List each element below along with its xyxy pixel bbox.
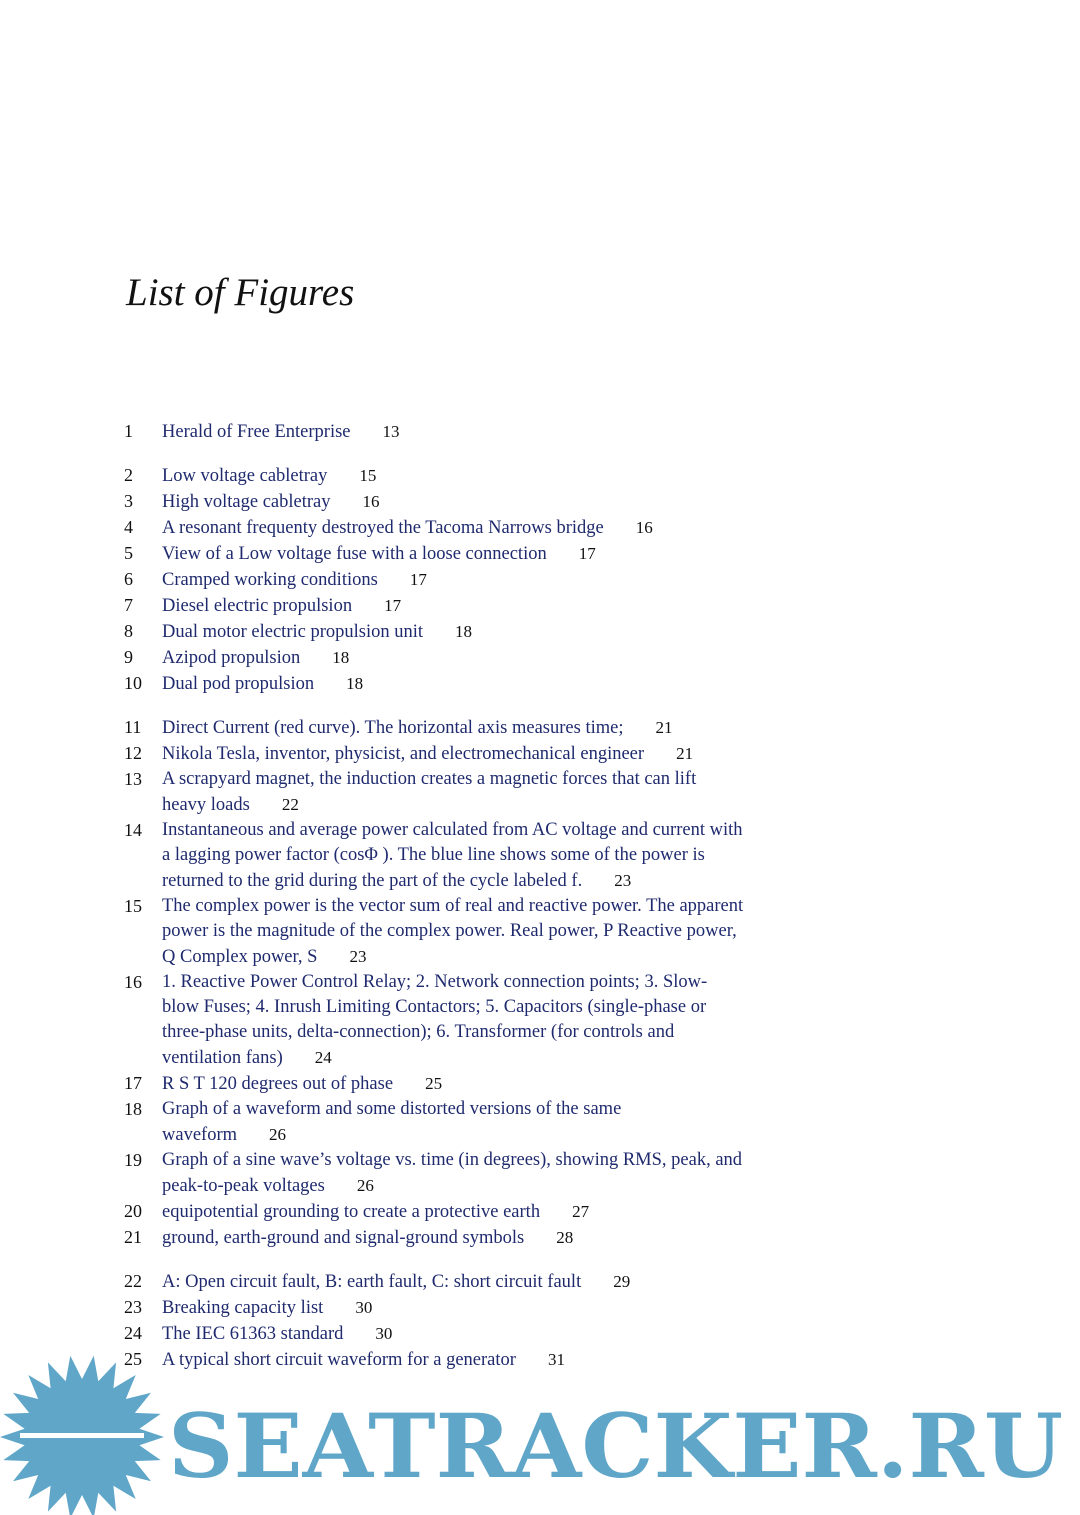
figure-caption-link[interactable]: Graph of a sine wave’s voltage vs. time (in degrees), showing RMS, peak, and peak-to-peak voltages <box>162 1150 743 1196</box>
figure-number: 25 <box>124 1349 142 1369</box>
figure-page-number[interactable]: 22 <box>281 795 299 814</box>
figure-entry[interactable] <box>124 489 744 515</box>
figure-caption-link[interactable]: Azipod propulsion <box>162 648 301 668</box>
figure-page-number[interactable]: 17 <box>578 544 596 563</box>
figure-number: 4 <box>124 517 133 537</box>
figure-page-number[interactable]: 18 <box>455 622 472 641</box>
figure-entry[interactable] <box>124 1148 744 1199</box>
figure-entry[interactable] <box>124 645 744 671</box>
figure-entry[interactable] <box>124 419 744 445</box>
figure-caption-link[interactable]: Graph of a waveform and some distorted versions of the same waveform <box>162 1099 622 1145</box>
figure-number: 13 <box>124 769 142 789</box>
figure-page-number[interactable]: 25 <box>425 1074 443 1093</box>
figure-caption-link[interactable]: View of a Low voltage fuse with a loose connection <box>162 544 547 564</box>
figure-number: 22 <box>124 1271 142 1291</box>
figure-page-number[interactable]: 28 <box>556 1228 574 1247</box>
figure-page-number[interactable]: 18 <box>332 648 350 667</box>
figure-caption-link[interactable]: Instantaneous and average power calculated from AC voltage and current with a lagging power factor (cosΦ ). The blue line shows some of the power is returned to the grid during the part of the cycle labeled f. <box>162 820 743 891</box>
figure-group <box>124 715 744 1251</box>
figure-page-number[interactable]: 24 <box>314 1048 332 1067</box>
figure-number: 8 <box>124 621 133 641</box>
figure-page-number[interactable]: 17 <box>384 596 402 615</box>
figure-number: 3 <box>124 491 133 511</box>
figure-page-number[interactable]: 26 <box>356 1176 374 1195</box>
watermark-text: SEATRACKER.RU <box>168 1394 1063 1498</box>
watermark <box>0 1355 1080 1515</box>
figure-entry[interactable] <box>124 515 744 541</box>
figure-caption-link[interactable]: ground, earth-ground and signal-ground symbols <box>162 1228 525 1248</box>
figure-entry[interactable] <box>124 1295 744 1321</box>
figure-number: 9 <box>124 647 133 667</box>
figure-entry[interactable] <box>124 970 744 1071</box>
figure-caption-link[interactable]: equipotential grounding to create a protective earth <box>162 1202 541 1222</box>
figure-number: 24 <box>124 1323 142 1343</box>
figure-number: 6 <box>124 569 133 589</box>
page-title: List of Figures <box>126 271 355 314</box>
figure-caption-link[interactable]: Direct Current (red curve). The horizontal axis measures time; <box>162 718 624 738</box>
figure-page-number[interactable]: 16 <box>362 492 380 511</box>
figure-group <box>124 463 744 697</box>
figure-entry[interactable] <box>124 894 744 970</box>
figure-page-number[interactable]: 29 <box>613 1272 631 1291</box>
figure-number: 16 <box>124 972 142 992</box>
figure-number: 10 <box>124 673 142 693</box>
figure-page-number[interactable]: 23 <box>614 871 632 890</box>
sun-logo-icon <box>0 1356 164 1515</box>
figure-caption-link[interactable]: The IEC 61363 standard <box>162 1324 344 1344</box>
figure-entry[interactable] <box>124 741 744 767</box>
figure-entry[interactable] <box>124 463 744 489</box>
figure-page-number[interactable]: 16 <box>635 518 653 537</box>
figure-caption-link[interactable]: Breaking capacity list <box>162 1298 324 1318</box>
figure-entry[interactable] <box>124 767 744 818</box>
figure-number: 7 <box>124 595 133 615</box>
figure-caption-link[interactable]: Herald of Free Enterprise <box>162 422 351 442</box>
figure-entry[interactable] <box>124 567 744 593</box>
figure-page-number[interactable]: 21 <box>676 744 694 763</box>
figure-number: 15 <box>124 896 142 916</box>
figure-caption-link[interactable]: A: Open circuit fault, B: earth fault, C: short circuit fault <box>162 1272 582 1292</box>
figure-entry[interactable] <box>124 1097 744 1148</box>
figure-caption-link[interactable]: A scrapyard magnet, the induction creates a magnetic forces that can lift heavy loads <box>162 769 697 815</box>
figure-caption-link[interactable]: R S T 120 degrees out of phase <box>162 1074 394 1094</box>
figure-caption-link[interactable]: 1. Reactive Power Control Relay; 2. Network connection points; 3. Slow-blow Fuses; 4. Inrush Limiting Contactors; 5. Capacitors (single-phase or three-phase units, delta-connection); 6. Transformer (for controls and ventilation fans) <box>162 972 708 1068</box>
figure-page-number[interactable]: 31 <box>547 1350 565 1369</box>
figure-caption-link[interactable]: Nikola Tesla, inventor, physicist, and electromechanical engineer <box>162 744 645 764</box>
figure-caption-link[interactable]: High voltage cabletray <box>162 492 331 512</box>
figure-number: 2 <box>124 465 133 485</box>
figure-caption-link[interactable]: The complex power is the vector sum of real and reactive power. The apparent power is the magnitude of the complex power. Real power, P Reactive power, Q Complex power, S <box>162 896 744 967</box>
figure-number: 12 <box>124 743 142 763</box>
figure-entry[interactable] <box>124 818 744 894</box>
figure-entry[interactable] <box>124 671 744 697</box>
figure-page-number[interactable]: 21 <box>655 718 673 737</box>
figure-page-number[interactable]: 17 <box>409 570 427 589</box>
figure-page-number[interactable]: 26 <box>269 1125 286 1144</box>
figure-number: 17 <box>124 1073 142 1093</box>
figure-number: 19 <box>124 1150 142 1170</box>
figure-number: 18 <box>124 1099 142 1119</box>
list-of-figures <box>124 419 744 1391</box>
figure-entry[interactable] <box>124 1321 744 1347</box>
figure-entry[interactable] <box>124 1199 744 1225</box>
figure-number: 20 <box>124 1201 142 1221</box>
figure-page-number[interactable]: 23 <box>349 947 367 966</box>
figure-caption-link[interactable]: Dual motor electric propulsion unit <box>162 622 423 642</box>
figure-page-number[interactable]: 27 <box>572 1202 590 1221</box>
figure-caption-link[interactable]: A resonant frequenty destroyed the Tacoma Narrows bridge <box>162 518 604 538</box>
figure-caption-link[interactable]: Dual pod propulsion <box>162 674 315 694</box>
figure-page-number[interactable]: 13 <box>382 422 400 441</box>
figure-page-number[interactable]: 15 <box>359 466 377 485</box>
figure-entry[interactable] <box>124 619 744 645</box>
figure-number: 21 <box>124 1227 142 1247</box>
figure-caption-link[interactable]: Low voltage cabletray <box>162 466 328 486</box>
figure-number: 14 <box>124 820 142 840</box>
figure-number: 5 <box>124 543 133 563</box>
figure-page-number[interactable]: 18 <box>346 674 364 693</box>
figure-entry[interactable] <box>124 593 744 619</box>
figure-caption-link[interactable]: A typical short circuit waveform for a generator <box>162 1350 516 1370</box>
figure-page-number[interactable]: 30 <box>375 1324 393 1343</box>
figure-entry[interactable] <box>124 541 744 567</box>
figure-number: 11 <box>124 717 142 737</box>
figure-caption-link[interactable]: Diesel electric propulsion <box>162 596 353 616</box>
figure-entry[interactable] <box>124 715 744 741</box>
figure-number: 23 <box>124 1297 142 1317</box>
figure-entry[interactable] <box>124 1269 744 1295</box>
figure-number: 1 <box>124 421 133 441</box>
figure-entry[interactable] <box>124 1071 744 1097</box>
figure-group <box>124 419 744 445</box>
figure-entry[interactable] <box>124 1225 744 1251</box>
figure-caption-link[interactable]: Cramped working conditions <box>162 570 378 590</box>
figure-page-number[interactable]: 30 <box>355 1298 373 1317</box>
